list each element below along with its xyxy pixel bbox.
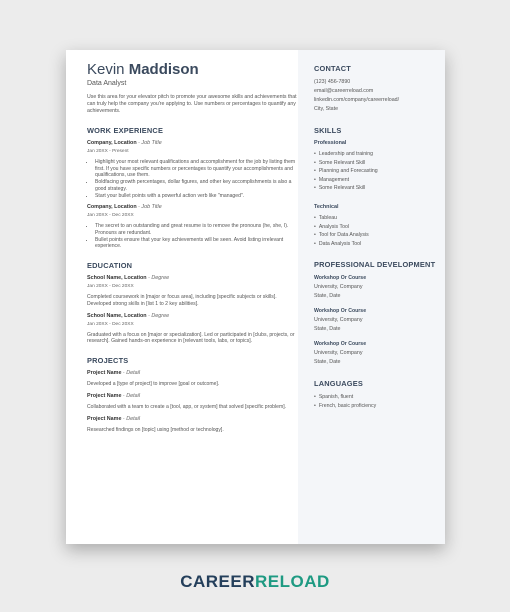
language-item: • Spanish, fluent: [314, 393, 437, 402]
course-name: Workshop Or Course: [314, 308, 367, 315]
school-name: School Name, Location: [87, 275, 147, 282]
project-entry: [87, 370, 298, 388]
project-text: Researched findings on [topic] using [method or technology].: [87, 426, 224, 433]
candidate-name: [87, 62, 298, 78]
work-date: Jan 20XX - Dec 20XX: [87, 213, 134, 219]
school-name: School Name, Location: [87, 312, 147, 319]
project-name: Project Name: [87, 370, 122, 377]
work-entry-head: Company, Location · Job Title: [87, 204, 162, 211]
first-name: Kevin: [87, 61, 125, 78]
education-date: Jan 20XX - Dec 20XX: [87, 321, 134, 327]
project-name: Project Name: [87, 393, 122, 400]
job-title: Job Title: [141, 204, 162, 211]
professional-skills-list: [314, 150, 437, 193]
contact-email: email@careerreload.com: [314, 88, 374, 94]
education-title: EDUCATION: [87, 261, 133, 271]
education-text: Graduated with a focus on [major or specialization]. Led or participated in [clubs, projects, or research]. Gained hands-on experience in [relevant tools, labs, or topics].: [87, 331, 295, 345]
pro-dev-item: [314, 274, 437, 301]
company-location: Company, Location: [87, 140, 137, 146]
resume-page: [66, 50, 445, 544]
work-bullet: • Boldfacing growth percentages, dollar figures, and other key accomplishments is also a good strategy.: [95, 179, 298, 192]
contact-linkedin: linkedin.com/company/careerreload/: [314, 97, 400, 103]
project-detail: Detail: [126, 393, 141, 400]
brand-logo: [0, 572, 510, 592]
work-entry: [87, 204, 298, 250]
course-loc: State, Date: [314, 359, 341, 366]
skill-item: • Analysis Tool: [314, 223, 437, 232]
education-date: Jan 20XX - Dec 20XX: [87, 284, 134, 290]
project-text: Collaborated with a team to create a [tool, app, or system] that solved [specific problem].: [87, 404, 287, 411]
candidate-role: Data Analyst: [87, 80, 127, 87]
work-bullet: • Start your bullet points with a powerful action verb like "managed".: [95, 193, 298, 200]
project-name: Project Name: [87, 415, 122, 422]
project-head: Project Name · Detail: [87, 370, 141, 377]
skills-professional-title: Professional: [314, 140, 347, 146]
work-experience-title: WORK EXPERIENCE: [87, 126, 164, 135]
languages-title: LANGUAGES: [314, 379, 364, 389]
project-detail: Detail: [126, 415, 141, 422]
brand-part-reload: RELOAD: [255, 572, 330, 591]
skills-technical-title: Technical: [314, 203, 339, 210]
project-text: Developed a [type of project] to improve [goal or outcome].: [87, 381, 220, 388]
project-head: Project Name · Detail: [87, 415, 141, 422]
degree: Degree: [151, 312, 170, 319]
resume-main-column: [66, 50, 298, 544]
brand-part-career: CAREER: [180, 572, 255, 591]
work-bullets: [87, 223, 298, 250]
skill-item: • Tool for Data Analysis: [314, 231, 437, 240]
languages-list: [314, 393, 437, 410]
course-name: Workshop Or Course: [314, 275, 367, 282]
course-org: University, Company: [314, 350, 363, 357]
professional-development-title: PROFESSIONAL DEVELOPMENT: [314, 260, 436, 270]
work-bullet: • Highlight your most relevant qualifications and accomplishment for the job by listing them first. If you have specific numbers or percentages to quantify your accomplishments and qualifications, use them.: [95, 159, 298, 179]
course-org: University, Company: [314, 284, 363, 291]
company-location: Company, Location: [87, 204, 137, 211]
project-head: Project Name · Detail: [87, 393, 141, 400]
skills-title: SKILLS: [314, 126, 342, 135]
project-entry: [87, 416, 298, 434]
course-loc: State, Date: [314, 293, 341, 300]
work-bullets: [87, 159, 298, 199]
job-title: Job Title: [141, 140, 162, 146]
work-entry: [87, 140, 298, 199]
pro-dev-item: [314, 340, 437, 367]
resume-sidebar: [298, 50, 445, 544]
language-item: • French, basic proficiency: [314, 402, 437, 411]
project-entry: [87, 393, 298, 411]
education-entry: [87, 313, 298, 346]
last-name: Maddison: [128, 61, 199, 78]
work-bullet: • Bullet points ensure that your key achievements will be seen. Avoid listing irrelevant experience.: [95, 237, 298, 250]
course-loc: State, Date: [314, 326, 341, 333]
skill-item: • Management: [314, 176, 437, 185]
course-org: University, Company: [314, 317, 363, 324]
skill-item: • Planning and Forecasting: [314, 167, 437, 176]
skill-item: • Data Analysis Tool: [314, 240, 437, 249]
pro-dev-item: [314, 307, 437, 334]
education-entry-head: School Name, Location · Degree: [87, 312, 170, 319]
skill-item: • Tableau: [314, 214, 437, 223]
projects-title: PROJECTS: [87, 356, 129, 366]
project-detail: Detail: [126, 370, 141, 377]
education-entry: [87, 275, 298, 308]
education-entry-head: School Name, Location · Degree: [87, 275, 170, 282]
technical-skills-list: [314, 214, 437, 248]
skill-item: • Some Relevant Skill: [314, 184, 437, 193]
skill-item: • Leadership and training: [314, 150, 437, 159]
skill-item: • Some Relevant Skill: [314, 159, 437, 168]
work-bullet: • The secret to an outstanding and great resume is to remove the pronouns (he, she, I). Pronouns are redundant.: [95, 223, 298, 236]
degree: Degree: [151, 275, 170, 282]
work-entry-head: Company, Location · Job Title: [87, 140, 162, 146]
work-date: Jan 20XX - Present: [87, 149, 129, 154]
course-name: Workshop Or Course: [314, 341, 367, 348]
contact-title: CONTACT: [314, 64, 351, 73]
education-text: Completed coursework in [major or focus area], including [specific subjects or skills]. Developed strong skills in [list 1 to 2 key abilities].: [87, 294, 277, 307]
contact-phone: (123) 456-7890: [314, 79, 351, 85]
intro-paragraph: Use this area for your elevator pitch to promote your awesome skills and achievements that can truly help the company you're applying to. Use numbers or percentages to quantify any achievements.: [87, 94, 297, 114]
contact-city: City, State: [314, 106, 339, 112]
